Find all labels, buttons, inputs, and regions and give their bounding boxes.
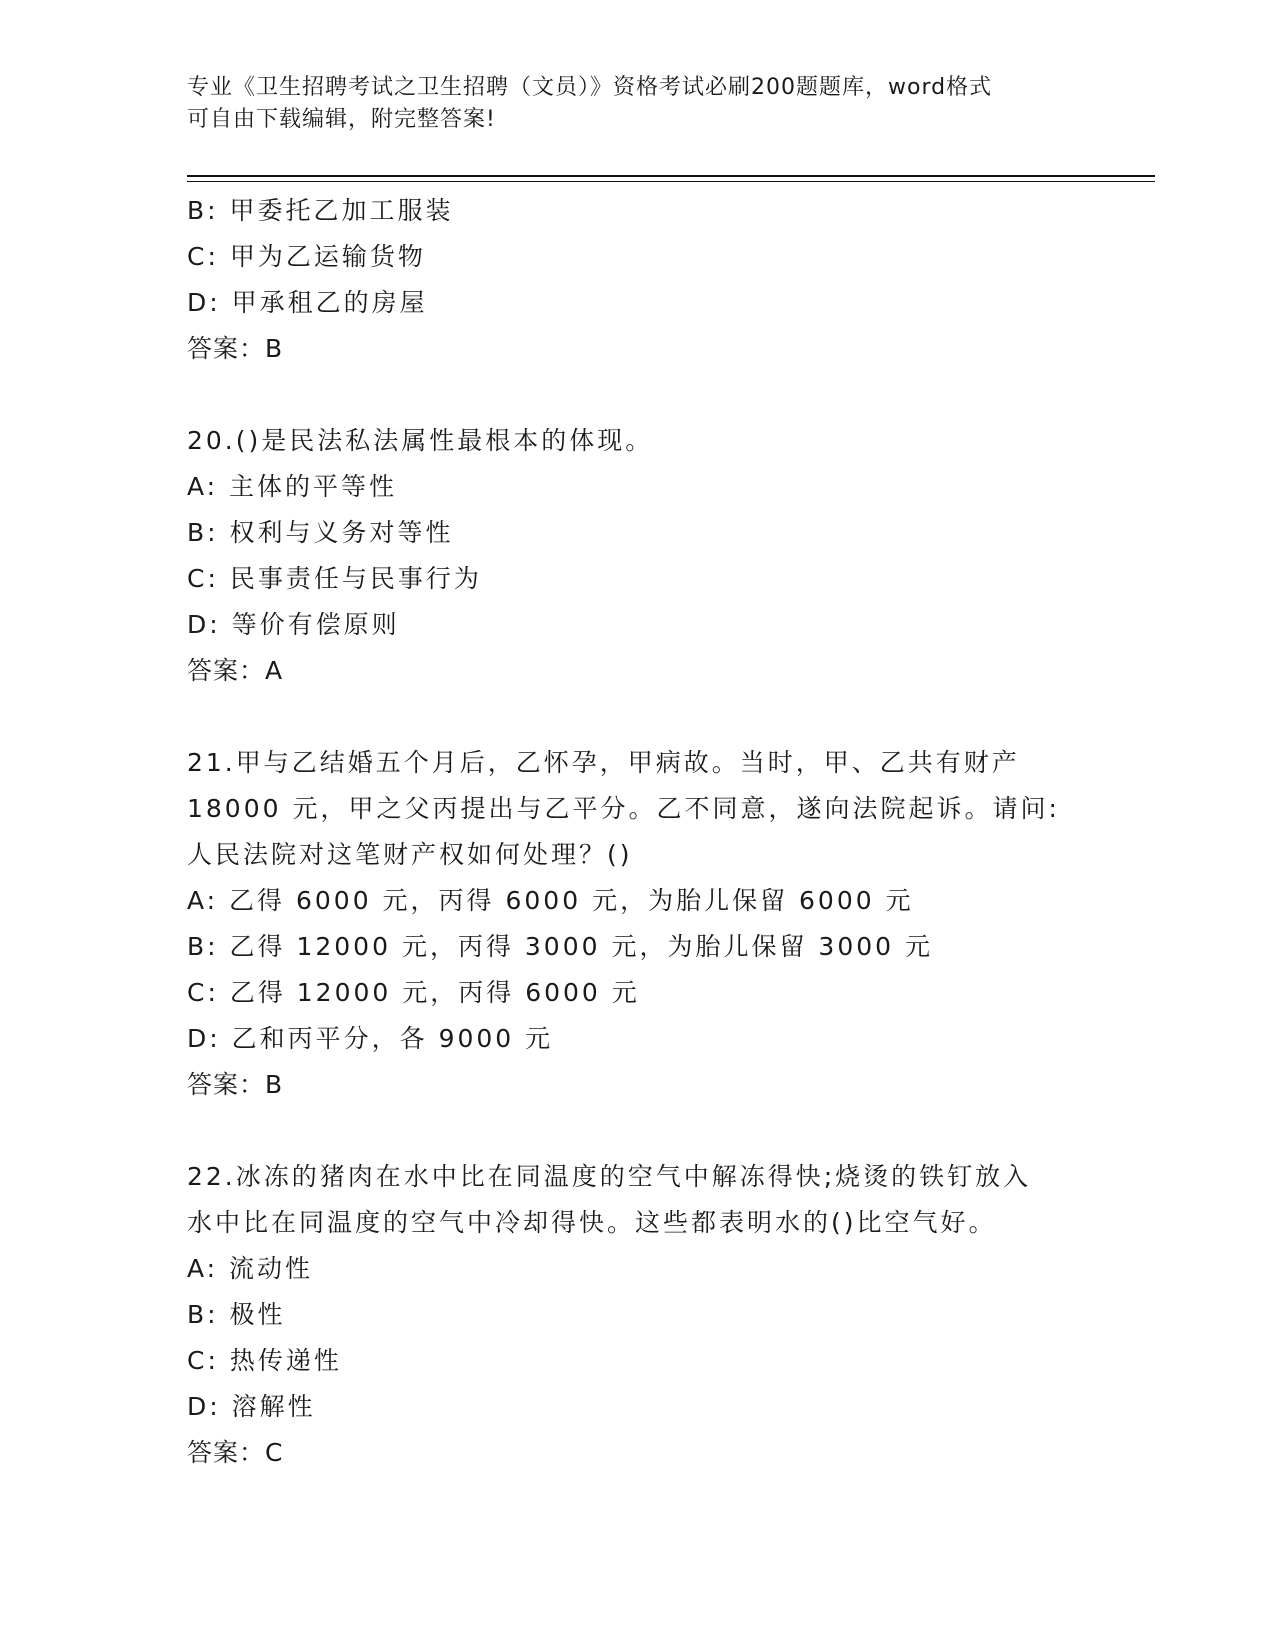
option-d: D: 甲承租乙的房屋: [187, 288, 428, 317]
question-list: [187, 188, 1087, 1476]
option-d: D: 乙和丙平分，各 9000 元: [187, 1024, 554, 1053]
answer-line: 答案：B: [187, 1070, 284, 1099]
answer-line: 答案：A: [187, 656, 284, 685]
header-divider-thin: [187, 181, 1155, 182]
header-title-line-1: 专业《卫生招聘考试之卫生招聘（文员）》资格考试必刷200题题库，word格式: [187, 75, 993, 100]
question-stem-line-3: 人民法院对这笔财产权如何处理？(): [187, 840, 633, 869]
option-c: C: 热传递性: [187, 1346, 342, 1375]
question-22: [187, 1154, 1087, 1476]
answer-line: 答案：C: [187, 1438, 284, 1467]
question-stem-line-2: 水中比在同温度的空气中冷却得快。这些都表明水的()比空气好。: [187, 1208, 997, 1237]
question-21: [187, 740, 1087, 1108]
question-20: [187, 418, 1087, 694]
spacer: [187, 372, 1087, 418]
option-c: C: 甲为乙运输货物: [187, 242, 426, 271]
option-c: C: 乙得 12000 元，丙得 6000 元: [187, 978, 640, 1007]
header-divider-thick: [187, 175, 1155, 177]
option-d: D: 等价有偿原则: [187, 610, 400, 639]
option-c: C: 民事责任与民事行为: [187, 564, 482, 593]
question-stem: 20.()是民法私法属性最根本的体现。: [187, 426, 654, 455]
option-b: B: 乙得 12000 元，丙得 3000 元，为胎儿保留 3000 元: [187, 932, 933, 961]
option-a: A: 乙得 6000 元，丙得 6000 元，为胎儿保留 6000 元: [187, 886, 914, 915]
header-title-line-2: 可自由下载编辑，附完整答案!: [187, 107, 496, 132]
option-b: B: 甲委托乙加工服装: [187, 196, 454, 225]
spacer: [187, 1108, 1087, 1154]
question-stem-line-1: 21.甲与乙结婚五个月后，乙怀孕，甲病故。当时，甲、乙共有财产: [187, 748, 1020, 777]
document-header: [187, 72, 1067, 136]
option-d: D: 溶解性: [187, 1392, 316, 1421]
question-stem-line-1: 22.冰冻的猪肉在水中比在同温度的空气中解冻得快;烧烫的铁钉放入: [187, 1162, 1032, 1191]
option-b: B: 权利与义务对等性: [187, 518, 454, 547]
question-19-continued: [187, 188, 1087, 372]
answer-line: 答案：B: [187, 334, 284, 363]
spacer: [187, 694, 1087, 740]
option-a: A: 主体的平等性: [187, 472, 398, 501]
option-b: B: 极性: [187, 1300, 286, 1329]
question-stem-line-2: 18000 元，甲之父丙提出与乙平分。乙不同意，遂向法院起诉。请问:: [187, 794, 1060, 823]
option-a: A: 流动性: [187, 1254, 314, 1283]
